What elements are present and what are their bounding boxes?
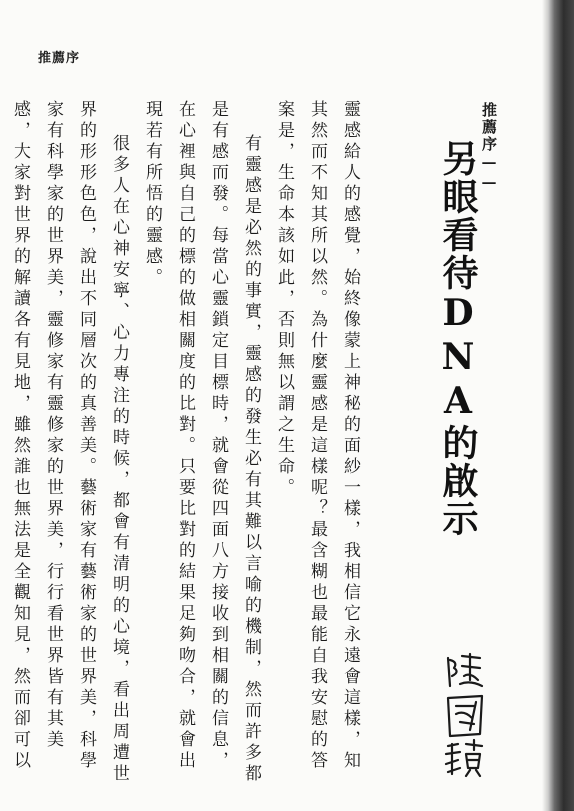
preface-label	[481, 102, 496, 193]
signature	[440, 650, 490, 780]
body-text	[10, 100, 366, 790]
page-title: 另眼看待DNA的啟示	[437, 140, 479, 538]
paragraph-3: 很多人在心神安寧、心力專注的時候，都會有清明的心境，看出周遭世界的形形色色，說出不同層次的真善美。藝術家有藝術家的世界美，科學家有科學家的世界美，靈修家有靈修家的世界美，行行看世界皆有其美感，大家對世界的解讀各有見地，雖然誰也無法是全觀知見，然而卻可以	[10, 100, 129, 785]
preface-label-text: 推薦序	[480, 102, 498, 153]
scan-edge-shadow	[548, 0, 574, 811]
paragraph-1: 靈感給人的感覺，始終像蒙上神秘的面紗一樣，我相信它永遠會這樣，知其然而不知其所以然。為什麼靈感是這樣呢？最含糊也最能自我安慰的答案是，生命本該如此，否則無以謂之生命。	[274, 100, 360, 772]
running-head: 推薦序	[38, 51, 81, 66]
paragraph-2: 有靈感是必然的事實，靈感的發生必有其難以言喻的機制，然而許多都是有感而發。每當心靈鎖定目標時，就會從四面八方接收到相關的信息，在心裡與自己的標的做相關度的比對。只要比對的結果足夠吻合，就會出現若有所悟的靈感。	[142, 100, 261, 785]
preface-label-dash: ——	[480, 153, 498, 193]
